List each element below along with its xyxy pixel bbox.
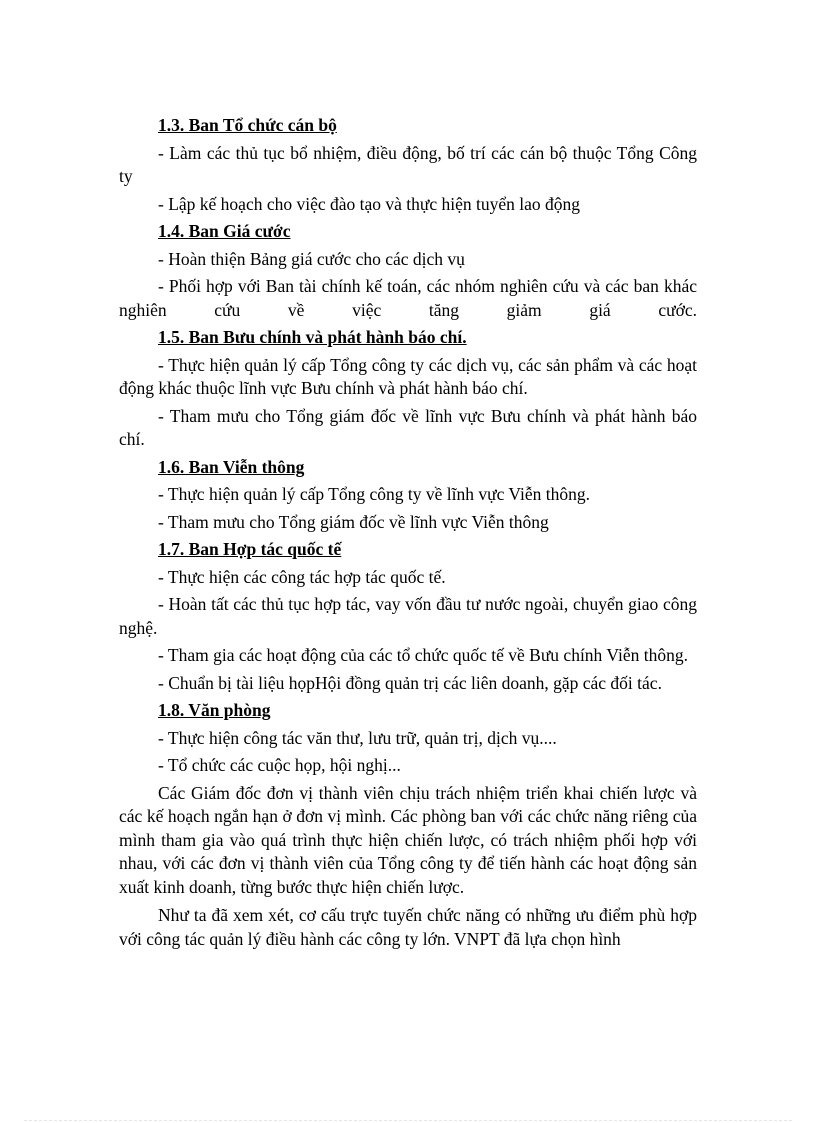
list-item: - Hoàn thiện Bảng giá cước cho các dịch vụ [158,248,465,269]
body-paragraph: Các Giám đốc đơn vị thành viên chịu trách nhiệm triển khai chiến lược và các kế hoạch ngắn hạn ở đơn vị mình. Các phòng ban với các chức năng riêng của mình tham gia vào quá trình thực hiện chiến lược, có trách nhiệm phối hợp với nhau, với các đơn vị thành viên của Tổng công ty để tiến hành các hoạt động sản xuất kinh doanh, từng bước thực hiện chiến lược. [119,782,697,897]
list-item: - Tham mưu cho Tổng giám đốc về lĩnh vực Viễn thông [158,511,549,532]
list-item: - Hoàn tất các thủ tục hợp tác, vay vốn đầu tư nước ngoài, chuyển giao công nghệ. [119,594,697,638]
list-item: - Tổ chức các cuộc họp, hội nghị... [158,755,401,775]
list-item: - Tham mưu cho Tổng giám đốc về lĩnh vực Bưu chính và phát hành báo chí. [119,405,697,449]
section-ban-gia-cuoc [119,220,697,322]
document-body [119,112,697,956]
section-heading: 1.5. Ban Bưu chính và phát hành báo chí. [158,327,467,347]
list-item: - Thực hiện công tác văn thư, lưu trữ, quản trị, dịch vụ.... [158,727,557,748]
section-heading: 1.7. Ban Hợp tác quốc tế [158,539,342,559]
section-ban-hop-tac-quoc-te [119,538,697,695]
section-ban-to-chuc-can-bo [119,114,697,216]
page-bottom-rule [24,1120,792,1121]
list-item: - Lập kế hoạch cho việc đào tạo và thực hiện tuyển lao động [158,193,581,214]
body-paragraph: Như ta đã xem xét, cơ cấu trực tuyến chức năng có những ưu điểm phù hợp với công tác quản lý điều hành các công ty lớn. VNPT đã lựa chọn hình [119,905,697,949]
list-item: - Làm các thủ tục bổ nhiệm, điều động, bố trí các cán bộ thuộc Tổng Công ty [119,142,697,186]
section-heading: 1.4. Ban Giá cước [158,221,291,241]
list-item: - Tham gia các hoạt động của các tổ chức quốc tế về Bưu chính Viễn thông. [158,645,688,665]
section-heading: 1.6. Ban Viễn thông [158,456,305,477]
section-ban-buu-chinh [119,326,697,452]
list-item: - Thực hiện quản lý cấp Tổng công ty các dịch vụ, các sản phẩm và các hoạt động khác thuộc lĩnh vực Bưu chính và phát hành báo chí. [119,354,697,398]
list-item: - Thực hiện các công tác hợp tác quốc tế. [158,566,446,587]
list-item: - Chuẩn bị tài liệu họpHội đồng quản trị các liên doanh, gặp các đối tác. [158,672,662,693]
section-van-phong [119,699,697,778]
section-ban-vien-thong [119,456,697,535]
section-heading: 1.3. Ban Tổ chức cán bộ [158,115,337,135]
list-item: - Thực hiện quản lý cấp Tổng công ty về lĩnh vực Viễn thông. [158,484,591,504]
list-item: - Phối hợp với Ban tài chính kế toán, các nhóm nghiên cứu và các ban khác nghiên cứu về việc tăng giảm giá cước. [119,276,697,320]
section-heading: 1.8. Văn phòng [158,700,271,720]
